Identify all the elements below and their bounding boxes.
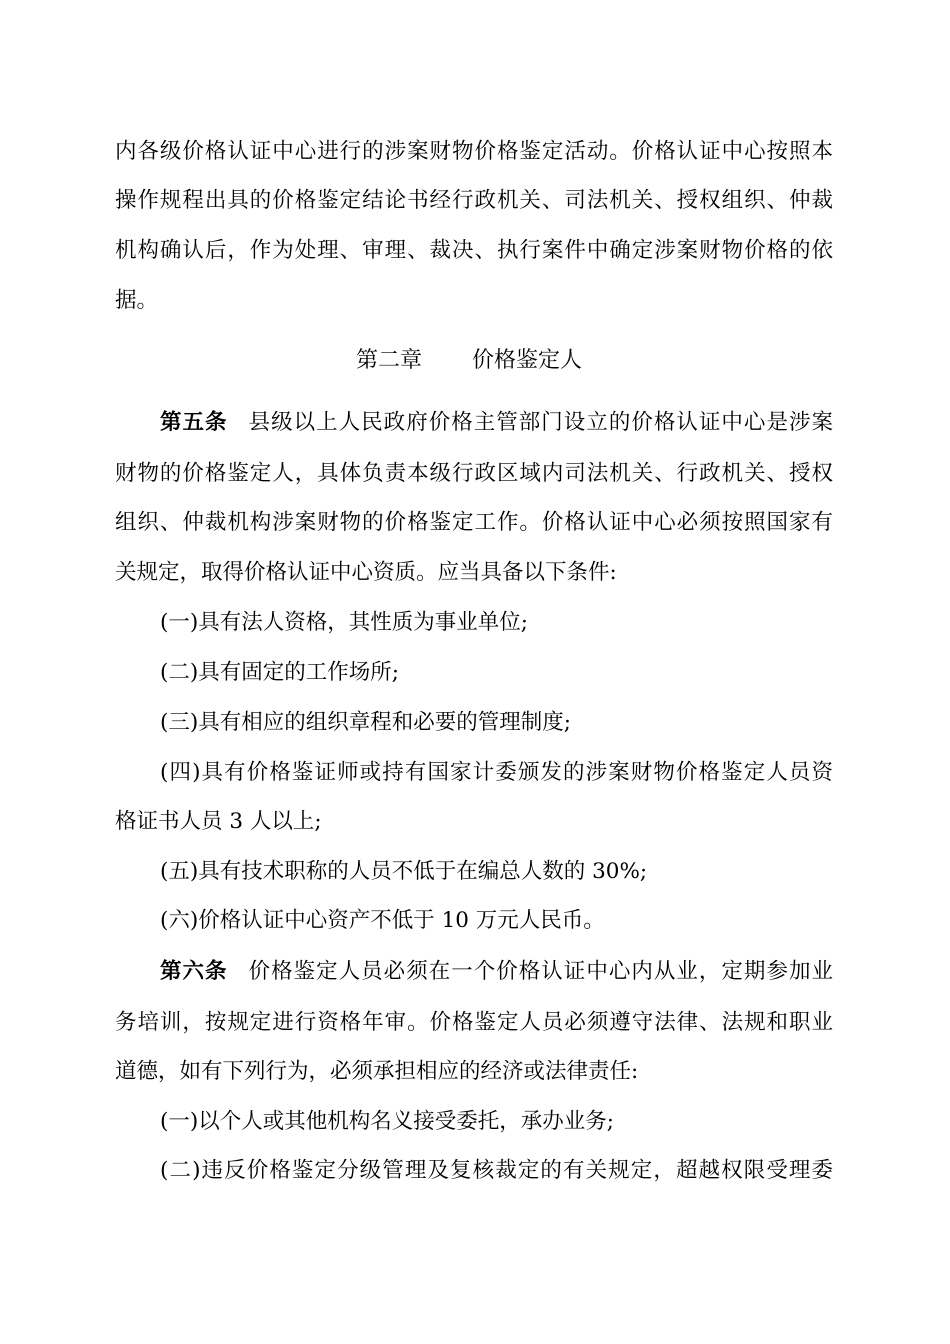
article6-label: 第六条: [160, 959, 228, 984]
article5-item-4: (四)具有价格鉴证师或持有国家计委颁发的涉案财物价格鉴定人员资: [160, 760, 833, 785]
chapter-heading: [356, 346, 582, 376]
article5-label: 第五条: [160, 410, 228, 435]
article6-line-3: 道德，如有下列行为，必须承担相应的经济或法律责任:: [115, 1059, 639, 1084]
article5-item-4-cont: 格证书人员 3 人以上;: [115, 809, 322, 834]
article5-item-6: (六)价格认证中心资产不低于 10 万元人民币。: [160, 908, 605, 933]
article6-text-1: 价格鉴定人员必须在一个价格认证中心内从业，定期参加业: [247, 959, 833, 984]
article5-item-5: (五)具有技术职称的人员不低于在编总人数的 30%;: [160, 859, 648, 884]
article5-item-1: (一)具有法人资格，其性质为事业单位;: [160, 610, 529, 635]
article5-item-3: (三)具有相应的组织章程和必要的管理制度;: [160, 710, 572, 735]
article6-line-1: [160, 957, 833, 987]
intro-line-3: 机构确认后，作为处理、审理、裁决、执行案件中确定涉案财物价格的依: [115, 238, 833, 263]
article6-item-2: (二)违反价格鉴定分级管理及复核裁定的有关规定，超越权限受理委: [160, 1158, 833, 1183]
intro-line-4: 据。: [115, 288, 159, 313]
chapter-number: 第二章: [356, 348, 423, 373]
intro-line-1: 内各级价格认证中心进行的涉案财物价格鉴定活动。价格认证中心按照本: [115, 139, 833, 164]
article5-item-2: (二)具有固定的工作场所;: [160, 660, 400, 685]
article6-item-1: (一)以个人或其他机构名义接受委托，承办业务;: [160, 1109, 615, 1134]
article5-line-3: 组织、仲裁机构涉案财物的价格鉴定工作。价格认证中心必须按照国家有: [115, 510, 833, 535]
article6-line-2: 务培训，按规定进行资格年审。价格鉴定人员必须遵守法律、法规和职业: [115, 1010, 833, 1035]
intro-line-2: 操作规程出具的价格鉴定结论书经行政机关、司法机关、授权组织、仲裁: [115, 188, 833, 213]
article5-line-2: 财物的价格鉴定人，具体负责本级行政区域内司法机关、行政机关、授权: [115, 461, 833, 486]
article5-text-1: 县级以上人民政府价格主管部门设立的价格认证中心是涉案: [247, 410, 833, 435]
article5-line-1: [160, 408, 833, 438]
article5-line-4: 关规定，取得价格认证中心资质。应当具备以下条件:: [115, 560, 617, 585]
chapter-title: 价格鉴定人: [472, 348, 583, 373]
